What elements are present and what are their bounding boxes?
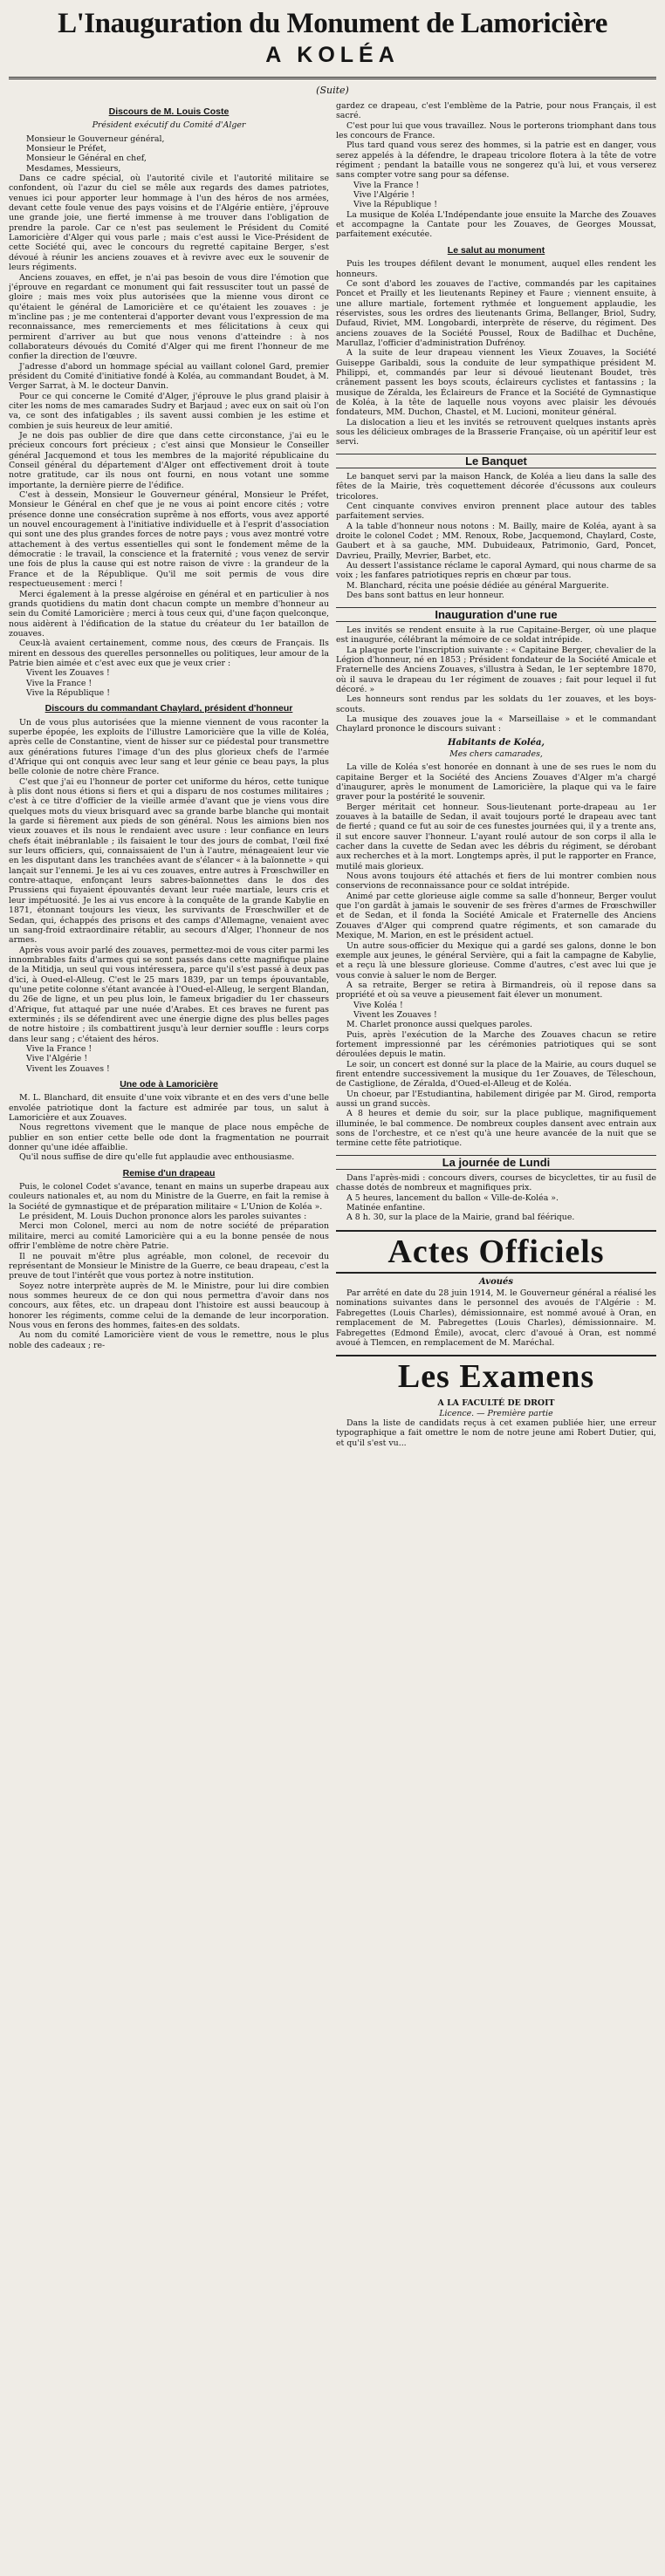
section-subheading: Président exécutif du Comité d'Alger bbox=[92, 120, 246, 131]
section-subheading: Mes chers camarades, bbox=[449, 748, 543, 759]
section-subheading: Licence. — Première partie bbox=[439, 1408, 553, 1418]
paragraph: A la suite de leur drapeau viennent les Vieux Zouaves, la Société Guiseppe Garibaldi, sous la conduite de leur sympathique président M. Philippi, et, commandés par leur si dévoué lieutenant Boudet, très crânement passent les boys scouts, éclaireurs cyclistes et fantassins ; la musique de Zéralda, les Éclaireurs de France et la Société de Gymnastique de Koléa, à la tête de laquelle nous voyons avec plaisir les dévoués fondateurs, MM. Duchon, Chastel, et M. Lucioni, moniteur général. bbox=[336, 348, 656, 418]
cheer-line: Vive la France ! bbox=[26, 678, 93, 688]
section-heading: Le Banquet bbox=[336, 454, 656, 468]
paragraph: Les honneurs sont rendus par les soldats du 1er zouaves, et les boys-scouts. bbox=[336, 694, 656, 714]
paragraph: Nous regrettons vivement que le manque de place nous empêche de publier en son entier cette belle ode dont la fragmentation ne pourrait donner qu'une idée affaiblie. bbox=[9, 1123, 329, 1153]
paragraph: Le soir, un concert est donné sur la place de la Mairie, au cours duquel se firent entendre successivement la musique du 1er Zouaves, de Téleschoun, de Castiglione, de Zéralda, d'Oued-el-Alleug et de Koléa. bbox=[336, 1059, 656, 1090]
paragraph: Les invités se rendent ensuite à la rue Capitaine-Berger, où une plaque est inaugurée, célébrant la mémoire de ce soldat intrépide. bbox=[336, 625, 656, 646]
columns bbox=[9, 101, 656, 1448]
paragraph: A sa retraite, Berger se retira à Birmandreis, où il repose dans sa propriété et où sa veuve a pieusement fait élever un monument. bbox=[336, 980, 656, 1001]
paragraph: Anciens zouaves, en effet, je n'ai pas besoin de vous dire l'émotion que j'éprouve en regardant ce monument qui fait ressusciter tout un passé de gloire ; mais mes voix plus autorisées que la mienne vous diront ce qu'étaient le général de Lamoricière et ce qu'étaient les zouaves : je m'incline pas ; je me contenterai d'apporter devant vous l'expression de ma reconnaissance, mes remerciements et mes félicitations à ceux qui permirent d'arriver au but que nous venons d'atteindre : à nos collaborateurs dévoués du Comité d'Alger qui me firent l'honneur de me confier la direction de l'œuvre. bbox=[9, 272, 329, 362]
paragraph: Un autre sous-officier du Mexique qui a gardé ses galons, donne le bon exemple aux jeunes, le général Servière, qui a fait la campagne de Kabylie, et a reçu là une blessure glorieuse. Comme d'autres, c'est avec lui que je vous convie à saluer le nom de Berger. bbox=[336, 940, 656, 981]
paragraph: C'est à dessein, Monsieur le Gouverneur général, Monsieur le Préfet, Monsieur le Général en chef que je ne vous ai point encore cités ; votre présence donne une consécration suprême à nos efforts, vous avez apporté un nouvel encouragement à l'initiative individuelle et à l'esprit d'association qui sont une des plus grandes forces de notre pays ; vous avez montré votre attachement à des vertus essentielles qui sont le fondement même de la démocratie : le travail, la conscience et la fraternité ; vous venez de servir une fois de plus la cause qui est notre raison de vivre : la grandeur de la France et de la République. Qu'il me soit permis de vous dire respectueusement : merci ! bbox=[9, 490, 329, 590]
section-heading: Discours du commandant Chaylard, président d'honneur bbox=[45, 703, 293, 714]
paragraph: Matinée enfantine. bbox=[346, 1203, 426, 1213]
paragraph: Plus tard quand vous serez des hommes, si la patrie est en danger, vous serez appelés à la défendre, le drapeau tricolore flotera à la tête de votre régiment ; pendant la bataille vous ne songerez qu'à lui, et vous verserez sans compter votre sang pour sa défense. bbox=[336, 140, 656, 181]
paragraph: J'adresse d'abord un hommage spécial au vaillant colonel Gard, premier président du Comité d'initiative fondé à Koléa, au commandant Boudet, à M. Verger Sarrat, à M. le docteur Danvin. bbox=[9, 361, 329, 392]
paragraph: A 8 heures et demie du soir, sur la place publique, magnifiquement illuminée, le bal commence. De nombreux couples dansent avec entrain aux sons de l'orchestre, et ce n'est qu'à une heure avancée de la nuit que se termine cette fête patriotique. bbox=[336, 1109, 656, 1149]
salutation-line: Monsieur le Préfet, bbox=[26, 144, 106, 154]
paragraph: Ceux-là avaient certainement, comme nous, des cœurs de Français. Ils mirent en dessous des querelles personnelles ou politiques, leur amour de la Patrie bien aimée et c'est avec eux que je veux crier : bbox=[9, 639, 329, 668]
salutation-line: Monsieur le Général en chef, bbox=[26, 154, 147, 164]
section-heading: Une ode à Lamoricière bbox=[120, 1079, 218, 1090]
top-divider bbox=[9, 77, 656, 79]
section-heading: Discours de M. Louis Coste bbox=[108, 106, 230, 117]
paragraph: Merci également à la presse algéroise en général et en particulier à nos grands quotidiens du matin dont chacun compte un membre d'honneur au sein du Comité Lamoricière ; merci à tous ceux qui, d'une façon quelconque, nous aidèrent à l'édification de la statue du créateur du 1er bataillon de zouaves. bbox=[9, 589, 329, 639]
cheer-line: Vive l'Algérie ! bbox=[26, 1054, 88, 1064]
paragraph: A la table d'honneur nous notons : M. Bailly, maire de Koléa, ayant à sa droite le colonel Codet ; MM. Renoux, Robe, Jacquemond, Chaylard, Coste, Gaubert et à sa gauche, MM. Dubuideaux, Patrimonio, Gard, Poncet, Davrieu, Prailly, Mevrier, Barbet, etc. bbox=[336, 521, 656, 561]
paragraph: Un choeur, par l'Estudiantina, habilement dirigée par M. Girod, remporta aussi un grand succès. bbox=[336, 1089, 656, 1109]
salutation-line: Mesdames, Messieurs, bbox=[26, 163, 121, 174]
actes-officiels-heading: Actes Officiels bbox=[336, 1230, 656, 1274]
paragraph: La dislocation a lieu et les invités se retrouvent quelques instants après sous les délicieux ombrages de la Brasserie Française, où un apéritif leur est servi. bbox=[336, 417, 656, 448]
paragraph: Ce sont d'abord les zouaves de l'active, commandés par les capitaines Poncet et Prailly et les lieutenants Repiney et Faure ; viennent ensuite, à une allure martiale, fortement rythmée et longuement applaudie, les réservistes, sous les ordres des lieutenants Grima, Bellanger, Briol, Sudry, Dufaud, Riviet, MM. Longobardi, interprète de réserve, du régiment. Des anciens zouaves de la Société Poussel, Roux de Badilhac et Duchêne, Marullaz, l'officier d'administration Dufrénoy. bbox=[336, 278, 656, 348]
paragraph: Merci mon Colonel, merci au nom de notre société de préparation militaire, merci au comité Lamoricière qui a eu la bonne pensée de nous offrir l'emblème de notre chère Patrie. bbox=[9, 1221, 329, 1252]
paragraph: Berger méritait cet honneur. Sous-lieutenant porte-drapeau au 1er zouaves à la bataille de Sedan, il avait toujours porté le drapeau avec tant de fierté ; quand ce fut au soir de ces funestes journées qui, il y a trente ans, il sut encore sauver l'honneur. L'ayant roulé autour de son corps il alla le cacher dans la cuvette de Sedan avec les débris du régiment, se dérobant aux recherches et à la mort. Longtemps après, il put le rapporter en France, mutilé mais glorieux. bbox=[336, 802, 656, 871]
paragraph: Dans ce cadre spécial, où l'autorité civile et l'autorité militaire se confondent, où l'azur du ciel se mêle aux regards des dames patriotes, venues ici pour apporter leur hommage à l'un des héros de nos armées, devant cette foule venue des pays voisins et de l'Algérie entière, j'éprouve une grande joie, une fierté immense à me trouver dans l'obligation de prendre la parole. Car ce n'est pas seulement le Président du Comité Lamoricière d'Alger qui vous parle ; mais c'est aussi le Vice-Président de cette Société qui, avec le concours du regretté capitaine Berger, s'est dévoué à réunir les anciens zouaves et à revivre avec eux le souvenir de leurs régiments. bbox=[9, 174, 329, 273]
cheer-line: Vivent les Zouaves ! bbox=[26, 1063, 110, 1074]
paragraph: Le président, M. Louis Duchon prononce alors les paroles suivantes : bbox=[19, 1212, 307, 1222]
section-subheading: A LA FACULTÉ DE DROIT bbox=[437, 1398, 555, 1409]
paragraph: Cent cinquante convives environ prennent place autour des tables parfaitement servies. bbox=[336, 502, 656, 522]
examens-heading: Les Examens bbox=[336, 1355, 656, 1395]
paragraph: C'est pour lui que vous travaillez. Nous le porterons triomphant dans tous les concours de France. bbox=[336, 120, 656, 141]
cheer-line: Vive la République ! bbox=[353, 200, 437, 210]
paragraph: Je ne dois pas oublier de dire que dans cette circonstance, j'ai eu le précieux concours fort précieux ; c'est ainsi que Monsieur le Conseiller général Jacquemond et tous les membres de la majorité républicaine du Conseil général du département d'Alger ont effectivement droit à toute notre gratitude, car ils nous ont fourni, en nous votant une somme importante, la dernière pierre de l'édifice. bbox=[9, 431, 329, 490]
paragraph: M. L. Blanchard, dit ensuite d'une voix vibrante et en des vers d'une belle envolée patriotique dont la facture est admirée par tous, un salut à Lamoricière et aux Zouaves. bbox=[9, 1093, 329, 1124]
section-subheading: Avoués bbox=[478, 1276, 514, 1287]
cheer-line: Vive la France ! bbox=[26, 1043, 93, 1054]
paragraph: Animé par cette glorieuse aigle comme sa salle d'honneur, Berger voulut que l'on gardât à jamais le souvenir de ses frères d'armes de Frœschwiller et de Sedan, et il fonda la Société Amicale et Fraternelle des Anciens Zouaves d'Alger qui comprend quatre régiments, et son camarade du Mexique, M. Marion, en est le président actuel. bbox=[336, 891, 656, 941]
paragraph: M. Charlet prononce aussi quelques paroles. bbox=[346, 1020, 533, 1030]
paragraph: Au nom du comité Lamoricière vient de vous le remettre, nous le plus noble des cadeaux ; re- bbox=[9, 1330, 329, 1350]
paragraph: La plaque porte l'inscription suivante : « Capitaine Berger, chevalier de la Légion d'honneur, né en 1853 ; Président fondateur de la Société Amicale et Fraternelle des Anciens Zouaves, s'illustra à Sedan, le 1er septembre 1870, où il sauva le drapeau du 1er régiment de zouaves ; fait pour lequel il fut décoré. » bbox=[336, 645, 656, 694]
paragraph: Puis les troupes défilent devant le monument, auquel elles rendent les honneurs. bbox=[336, 259, 656, 279]
paragraph: Dans la liste de candidats reçus à cet examen publiée hier, une erreur typographique a fait omettre le nom de notre jeune ami Robert Dutier, qui, et qu'il s'est vu... bbox=[336, 1418, 656, 1448]
paragraph: Pour ce qui concerne le Comité d'Alger, j'éprouve le plus grand plaisir à citer les noms de mes camarades Sudry et Barjaud ; avec eux on sait où l'on va, ce sont des infatigables ; ils savent aussi combien je les estime et combien je suis heureux de leur amitié. bbox=[9, 391, 329, 431]
paragraph: Un de vous plus autorisées que la mienne viennent de vous raconter la superbe épopée, les exploits de l'illustre Lamoricière que la ville de Koléa, après celle de Constantine, vient de hisser sur ce piédestal pour transmettre aux générations futures l'image d'un des plus glorieux chefs de l'armée d'Afrique qui ont conquis avec leur sang et leur génie ce beau pays, la plus belle colonie de notre chère France. bbox=[9, 717, 329, 777]
cheer-line: Vive la République ! bbox=[26, 687, 110, 698]
paragraph: Au dessert l'assistance réclame le caporal Aymard, qui nous charme de sa voix ; les fanfares patriotiques repris en chœur par tous. bbox=[336, 561, 656, 581]
page-title: L'Inauguration du Monument de Lamoricière bbox=[58, 8, 607, 39]
paragraph: Des bans sont battus en leur honneur. bbox=[346, 591, 504, 601]
paragraph: Puis, après l'exécution de la Marche des Zouaves chacun se retire fortement impressionné par les cérémonies patriotiques qui se sont déroulées depuis le matin. bbox=[336, 1029, 656, 1060]
cheer-line: Vive l'Algérie ! bbox=[353, 190, 415, 201]
section-heading: Le salut au monument bbox=[447, 244, 545, 256]
paragraph: Il ne pouvait m'être plus agréable, mon colonel, de recevoir du représentant de Monsieur le Ministre de la Guerre, ce beau drapeau, c'est la preuve de tout l'intérêt que vous portez à notre institution. bbox=[9, 1251, 329, 1281]
cheer-line: Vivent les Zouaves ! bbox=[26, 668, 110, 679]
section-subheading: Habitants de Koléa, bbox=[448, 737, 545, 748]
paragraph: M. Blanchard, récita une poésie dédiée au général Marguerite. bbox=[346, 580, 609, 591]
paragraph: A 5 heures, lancement du ballon « Ville-de-Koléa ». bbox=[346, 1192, 559, 1203]
masthead bbox=[9, 7, 656, 68]
cheer-line: Vive Koléa ! bbox=[353, 1000, 403, 1010]
place-subtitle: A KOLÉA bbox=[265, 43, 400, 67]
paragraph: La musique des zouaves joue la « Marseillaise » et le commandant Chaylard prononce le discours suivant : bbox=[336, 714, 656, 735]
paragraph: C'est que j'ai eu l'honneur de porter cet uniforme du héros, cette tunique à plis dont nous étions si fiers et qui a disparu de nos costumes militaires ; c'est à ce titre d'officier de la vieille armée d'avant que je viens vous dire quelques mots du vieux brisquard avec sa grande barbe blanche qui montait la garde si fièrement aux pieds de son général. Nous les aimions bien nos vieux zouaves et ils nous le rendaient avec usure : leur confiance en leurs chefs était inébranlable ; ils faisaient le tour des jours de combat, l'œil fixé sur leurs officiers, qui, connaissaient de l'un à l'autre, ménageaient leur vie en les disputant dans les tranchées avant de s'élancer « à la baïonnette » qui lançait sur l'ennemi. Je les ai vu ces zouaves, entre autres à Frœschwiller en contre-attaque, enfonçant leurs sabres-baïonnettes dans le dos des Prussiens qui fuyaient épouvantés devant leur ruée martiale, leurs cris et leur impétuosité. Je les ai vus encore à la conquête de la grande Kabylie en 1871, étonnant toujours les vieux, les survivants de Frœschwiller et de Sedan, qui, échappés des prisons et des camps d'Allemagne, venaient avec un sang-froid extraordinaire rétablir, au secours d'Alger, l'honneur de nos armes. bbox=[9, 776, 329, 946]
section-heading: Inauguration d'une rue bbox=[336, 607, 656, 622]
paragraph: Dans l'après-midi : concours divers, courses de bicyclettes, tir au fusil de chasse dotés de nombreux et magnifiques prix. bbox=[336, 1173, 656, 1193]
paragraph: La ville de Koléa s'est honorée en donnant à une de ses rues le nom du capitaine Berger et la Société des Anciens Zouaves d'Alger m'a chargé d'inaugurer, après le monument de Lamoricière, la plaque qui va le faire graver pour la postérité le souvenir. bbox=[336, 762, 656, 803]
suite-label: (Suite) bbox=[316, 85, 349, 96]
paragraph: Par arrêté en date du 28 juin 1914, M. le Gouverneur général a réalisé les nominations suivantes dans le personnel des avoués de l'Algérie : M. Fabregettes (Louis Charles), démissionnaire, est nommé avoué à Oran, en remplacement de M. Pabregettes (Louis Charles), démissionnaire. M. Fabregettes (Edmond Émile), avocat, clerc d'avoué à Oran, est nommé avoué à Tlemcen, en remplacement de M. Maréchal. bbox=[336, 1288, 656, 1348]
section-heading: La journée de Lundi bbox=[336, 1155, 656, 1170]
paragraph: gardez ce drapeau, c'est l'emblème de la Patrie, pour nous Français, il est sacré. bbox=[336, 101, 656, 121]
paragraph: Puis, le colonel Codet s'avance, tenant en mains un superbe drapeau aux couleurs nationales et, au nom du Ministre de la Guerre, en fait la remise à la Société de gymnastique et de préparation militaire « L'Union de Koléa ». bbox=[9, 1182, 329, 1212]
cheer-line: Vive la France ! bbox=[353, 180, 420, 190]
paragraph: Le banquet servi par la maison Hanck, de Koléa a lieu dans la salle des fêtes de la Mairie, très coquettement décorée d'écussons aux couleurs tricolores. bbox=[336, 472, 656, 502]
right-column bbox=[336, 101, 656, 1448]
paragraph: La musique de Koléa L'Indépendante joue ensuite la Marche des Zouaves et accompagne la Cantate pour les Zouaves, de Georges Moussat, parfaitement exécutée. bbox=[336, 209, 656, 240]
left-column bbox=[9, 101, 329, 1448]
section-heading: Remise d'un drapeau bbox=[122, 1167, 216, 1179]
paragraph: A 8 h. 30, sur la place de la Mairie, grand bal féérique. bbox=[346, 1213, 575, 1223]
paragraph: Après vous avoir parlé des zouaves, permettez-moi de vous citer parmi les innombrables faits d'armes qui se sont passés dans cette magnifique plaine de la Mitidja, un seul qui vous intéressera, parce qu'il s'est passé à deux pas d'ici, à Oued-el-Alleug. C'est le 25 mars 1839, par un temps épouvantable, qu'une petite colonne s'étant avancée à l'Oued-el-Alleug, le sergent Blandan, du 26e de ligne, et un peu plus loin, le fameux brigadier du 1er chasseurs d'Afrique, fut attaqué par une nuée d'Arabes. Et ces braves ne furent pas exterminés ; ils se défendirent avec une énergie digne des plus belles pages de notre histoire ; ils combattirent jusqu'à leur dernier souffle : leurs corps dans leur sang ; c'étaient des héros. bbox=[9, 945, 329, 1044]
paragraph: Soyez notre interprète auprès de M. le Ministre, pour lui dire combien nous sommes heureux de ce don qui nous permettra d'avoir dans nos concours, aux fêtes, etc. un drapeau dont l'histoire est aussi beaucoup à honorer les régiments, comme celui de la demande de leur incorporation. Nous vous en ferons des hommes, faites-en des soldats. bbox=[9, 1281, 329, 1330]
paragraph: Nous avons toujours été attachés et fiers de lui montrer combien nous conservions de reconnaissance pour ce soldat intrépide. bbox=[336, 871, 656, 892]
paragraph: Qu'il nous suffise de dire qu'elle fut applaudie avec enthousiasme. bbox=[19, 1152, 295, 1163]
salutation-line: Monsieur le Gouverneur général, bbox=[26, 133, 165, 144]
cheer-line: Vivent les Zouaves ! bbox=[353, 1009, 437, 1020]
